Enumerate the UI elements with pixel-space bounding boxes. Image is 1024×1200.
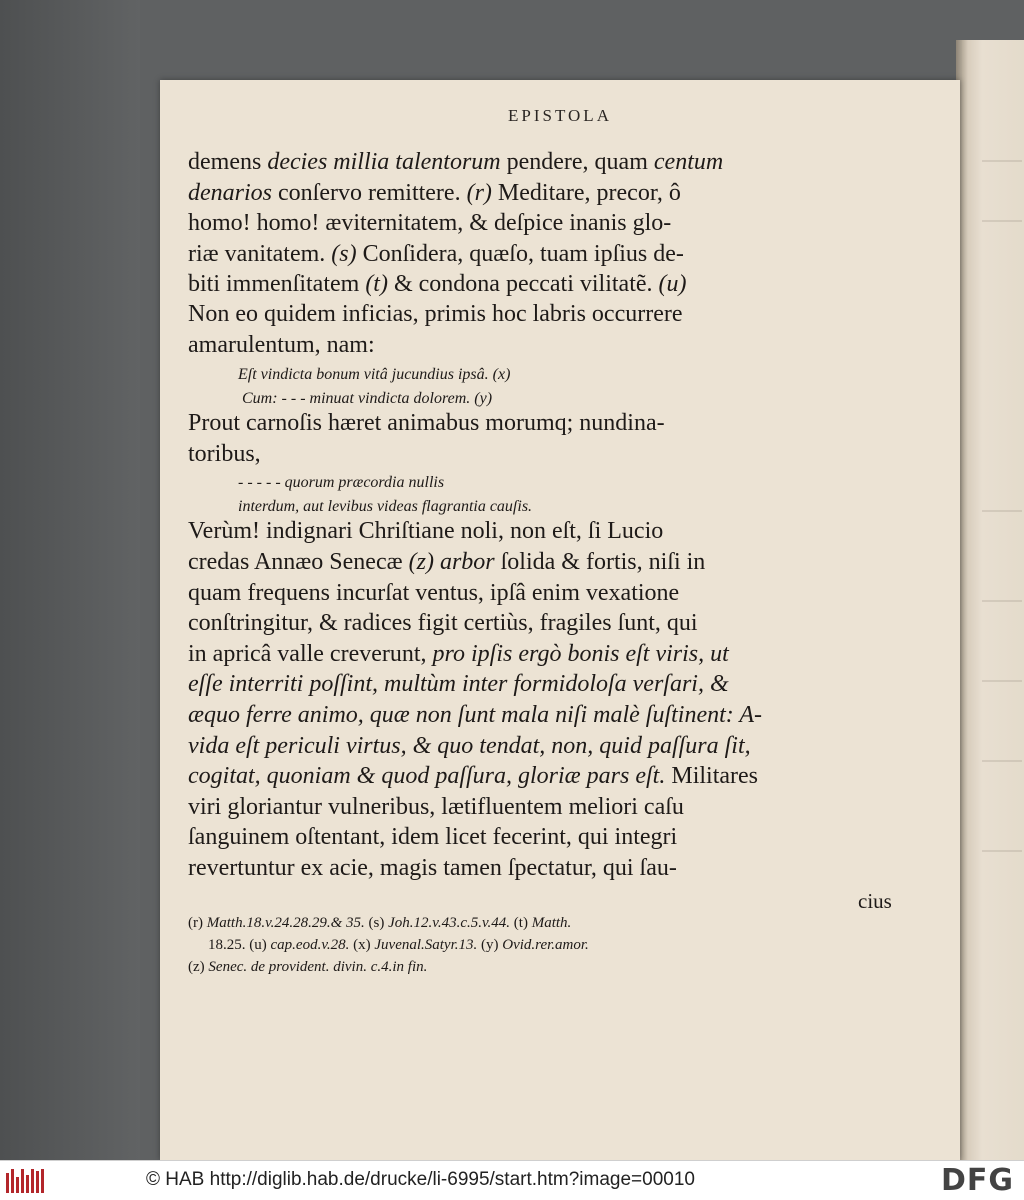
text-span: cap.eod.v.28. — [270, 937, 350, 953]
text-span: (r) — [466, 180, 492, 206]
text-span: centum — [653, 149, 724, 175]
text-span: pro ipſis ergò bonis eſt viris, ut — [432, 641, 729, 667]
text-span: homo! homo! æviternitatem, & deſpice inanis glo- — [188, 210, 672, 236]
adjacent-page-edge — [962, 40, 1024, 1160]
text-line — [188, 700, 762, 730]
text-line — [188, 853, 677, 883]
text-span: biti immenſitatem — [188, 271, 366, 297]
footnote-line — [208, 935, 589, 955]
text-span: Juvenal.Satyr.13. — [374, 937, 478, 953]
text-span: (z) arbor — [408, 549, 495, 575]
text-span: Cum: - - - — [242, 390, 310, 407]
text-span: (y) — [470, 390, 493, 407]
text-span: (t) — [510, 915, 532, 931]
text-span: Senec. de provident. divin. c.4.in fin. — [208, 959, 428, 975]
text-span: cogitat, quoniam & quod paſſura, gloriæ pars eſt. — [188, 763, 666, 789]
text-span: quam frequens incurſat ventus, ipſâ enim vexatione — [188, 580, 680, 606]
text-line — [188, 439, 261, 469]
text-span: (t) — [365, 271, 388, 297]
footnote-line — [188, 913, 571, 933]
text-line — [188, 516, 663, 546]
text-span: (s) — [331, 241, 357, 267]
text-span: quorum præcordia nullis — [284, 474, 445, 491]
background-edge — [0, 0, 140, 1160]
text-span: pendere, quam — [500, 149, 654, 175]
text-span: Prout carnoſis hæret animabus morumq; nundina- — [188, 410, 665, 436]
text-span: revertuntur ex acie, magis tamen ſpectatur, qui ſau- — [188, 855, 677, 881]
text-line — [188, 330, 375, 360]
text-span: in apricâ valle creverunt, — [188, 641, 433, 667]
text-span: (y) — [477, 937, 503, 953]
text-line — [188, 269, 687, 299]
hab-logo-icon — [6, 1169, 46, 1193]
text-span: (r) — [188, 915, 207, 931]
text-span: Meditare, precor, ô — [491, 180, 681, 206]
text-span: & condona peccati vilitatẽ. — [387, 271, 659, 297]
text-line — [188, 147, 723, 177]
running-header: EPISTOLA — [508, 106, 612, 125]
text-span: demens — [188, 149, 268, 175]
text-span: credas Annæo Senecæ — [188, 549, 409, 575]
text-span: 18.25. (u) — [208, 937, 271, 953]
text-span: æquo ferre animo, quæ non ſunt mala niſi malè ſuſtinent: A- — [188, 702, 762, 728]
text-span: Joh.12.v.43.c.5.v.44. — [388, 915, 511, 931]
text-span: Militares — [665, 763, 759, 789]
catchword: cius — [858, 889, 892, 913]
text-span: amarulentum, nam: — [188, 332, 375, 358]
text-span: Conſidera, quæſo, tuam ipſius de- — [356, 241, 684, 267]
text-span: (u) — [658, 271, 687, 297]
text-line — [188, 578, 679, 608]
text-span: decies millia talentorum — [267, 149, 501, 175]
text-line — [188, 822, 677, 852]
text-span: conſervo remittere. — [272, 180, 467, 206]
copyright-link[interactable]: © HAB http://diglib.hab.de/drucke/li-6995/start.htm?image=00010 — [146, 1169, 695, 1190]
text-line — [188, 547, 705, 577]
footnote-line — [188, 957, 427, 977]
text-span: riæ vanitatem. — [188, 241, 332, 267]
text-line — [188, 178, 681, 208]
text-span: toribus, — [188, 441, 261, 467]
text-span: Verùm! indignari Chriſtiane noli, non eſt, ſi Lucio — [188, 518, 664, 544]
text-span: eſſe interriti poſſint, multùm inter formidoloſa verſari, & — [188, 671, 729, 697]
text-span: Eſt vindicta bonum vitâ jucundius ipsâ. — [238, 366, 489, 383]
text-line — [188, 299, 683, 329]
text-span: (z) — [188, 959, 209, 975]
text-span: ſolida & fortis, niſi in — [494, 549, 706, 575]
text-span: Matth.18.v.24.28.29.& 35. — [206, 915, 365, 931]
text-span: (x) — [349, 937, 375, 953]
text-span: (s) — [364, 915, 389, 931]
text-span: denarios — [188, 180, 272, 206]
text-span: viri gloriantur vulneribus, lætifluentem meliori caſu — [188, 794, 684, 820]
text-span: ſanguinem oſtentant, idem licet fecerint, qui integri — [188, 824, 678, 850]
text-line — [188, 408, 665, 438]
text-line — [188, 239, 684, 269]
text-span: vida eſt periculi virtus, & quo tendat, non, quid paſſura ſit, — [188, 733, 751, 759]
text-line — [188, 761, 758, 791]
text-line — [188, 731, 751, 761]
text-line — [188, 208, 671, 238]
text-line — [188, 608, 698, 638]
text-span: Ovid.rer.amor. — [502, 937, 589, 953]
text-span: (x) — [488, 366, 511, 383]
dfg-logo: DFG — [940, 1163, 1014, 1198]
text-span: - - - - - — [238, 474, 285, 491]
text-span: Matth. — [531, 915, 572, 931]
text-line — [188, 792, 684, 822]
text-span: minuat vindicta dolorem. — [309, 390, 471, 407]
footer-bar — [0, 1160, 1024, 1200]
text-line — [188, 669, 729, 699]
text-span: interdum, aut levibus videas flagrantia cauſis. — [238, 498, 533, 515]
text-line — [188, 639, 729, 669]
text-span: conſtringitur, & radices figit certiùs, fragiles ſunt, qui — [188, 610, 698, 636]
text-span: Non eo quidem inficias, primis hoc labris occurrere — [188, 301, 683, 327]
